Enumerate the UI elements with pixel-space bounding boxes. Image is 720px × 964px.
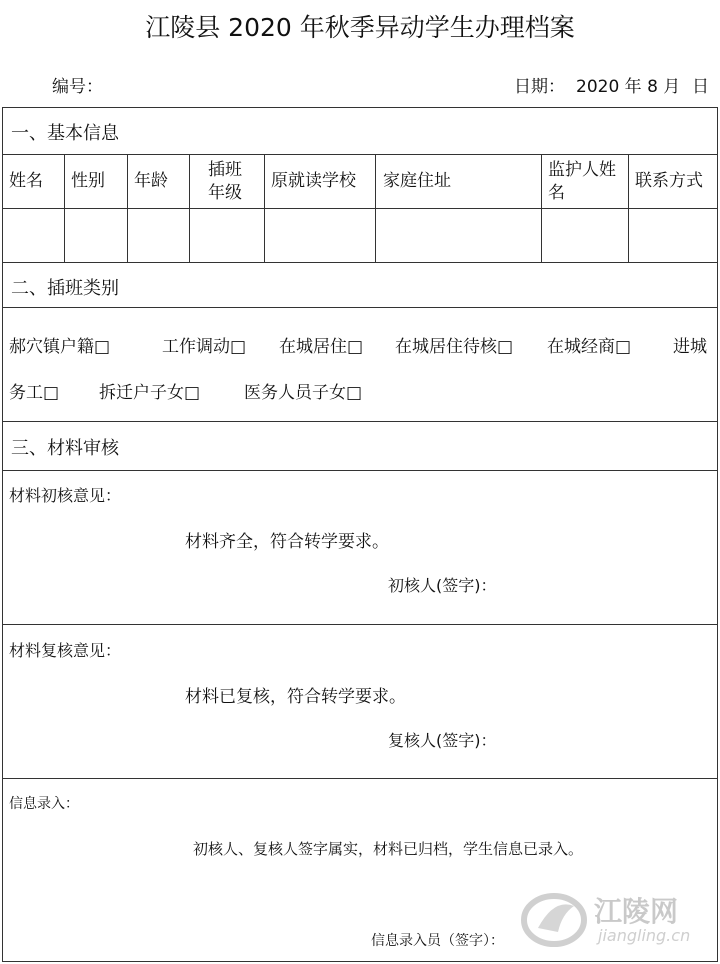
entry-comment: 初核人、复核人签字属实，材料已归档，学生信息已录入。 bbox=[193, 840, 584, 858]
second-review-label: 材料复核意见： bbox=[9, 641, 122, 660]
column-divider bbox=[189, 154, 190, 262]
option-job-transfer[interactable]: 工作调动□ bbox=[162, 337, 247, 357]
section-basic-info: 一、基本信息 bbox=[11, 123, 119, 144]
option-medical-staff-child[interactable]: 医务人员子女□ bbox=[244, 383, 363, 403]
col-address: 家庭住址 bbox=[383, 171, 451, 191]
number-label: 编号： bbox=[52, 77, 103, 97]
initial-review-label: 材料初核意见： bbox=[9, 486, 122, 505]
option-relocation-child[interactable]: 拆迁户子女□ bbox=[99, 383, 201, 403]
section-material-review: 三、材料审核 bbox=[11, 438, 119, 459]
col-guardian: 监护人姓 名 bbox=[548, 160, 616, 203]
rule bbox=[3, 778, 717, 779]
column-divider bbox=[628, 154, 629, 262]
column-divider bbox=[64, 154, 65, 262]
rule bbox=[3, 624, 717, 625]
option-city-resident-pending[interactable]: 在城居住待核□ bbox=[395, 337, 514, 357]
watermark-emblem-icon bbox=[518, 888, 590, 948]
column-divider bbox=[541, 154, 542, 262]
column-divider bbox=[375, 154, 376, 262]
second-reviewer-sign: 复核人(签字)： bbox=[388, 731, 497, 750]
watermark-logo bbox=[518, 888, 708, 948]
watermark-brand: 江陵网 bbox=[594, 895, 679, 928]
option-city-work-end[interactable]: 务工□ bbox=[9, 383, 60, 403]
entry-label: 信息录入： bbox=[9, 796, 79, 812]
col-gender: 性别 bbox=[71, 171, 105, 191]
document-title: 江陵县 2020 年秋季异动学生办理档案 bbox=[145, 13, 575, 42]
watermark-domain: jiangling.cn bbox=[598, 926, 691, 945]
col-prev-school: 原就读学校 bbox=[271, 171, 356, 191]
option-city-business[interactable]: 在城经商□ bbox=[547, 337, 632, 357]
column-divider bbox=[264, 154, 265, 262]
option-city-work-start[interactable]: 进城 bbox=[673, 337, 707, 357]
col-contact: 联系方式 bbox=[635, 171, 703, 191]
option-local-household[interactable]: 郝穴镇户籍□ bbox=[9, 337, 111, 357]
col-name: 姓名 bbox=[9, 171, 43, 191]
rule bbox=[3, 421, 717, 422]
section-transfer-type: 二、插班类别 bbox=[11, 278, 119, 299]
option-city-resident[interactable]: 在城居住□ bbox=[279, 337, 364, 357]
date-value: 2020 年 8 月 bbox=[576, 77, 681, 97]
rule bbox=[3, 307, 717, 308]
initial-review-comment: 材料齐全，符合转学要求。 bbox=[185, 532, 389, 552]
date-day: 日 bbox=[692, 77, 709, 97]
rule bbox=[3, 154, 717, 155]
rule bbox=[3, 470, 717, 471]
rule bbox=[3, 262, 717, 263]
initial-reviewer-sign: 初核人(签字)： bbox=[388, 576, 497, 595]
form-table bbox=[2, 107, 718, 962]
col-age: 年龄 bbox=[134, 171, 168, 191]
column-divider bbox=[127, 154, 128, 262]
col-grade: 插班 年级 bbox=[208, 160, 242, 203]
entry-clerk-sign: 信息录入员（签字）： bbox=[371, 933, 504, 949]
second-review-comment: 材料已复核，符合转学要求。 bbox=[185, 687, 406, 707]
date-label: 日期： bbox=[514, 77, 565, 97]
rule bbox=[3, 208, 717, 209]
